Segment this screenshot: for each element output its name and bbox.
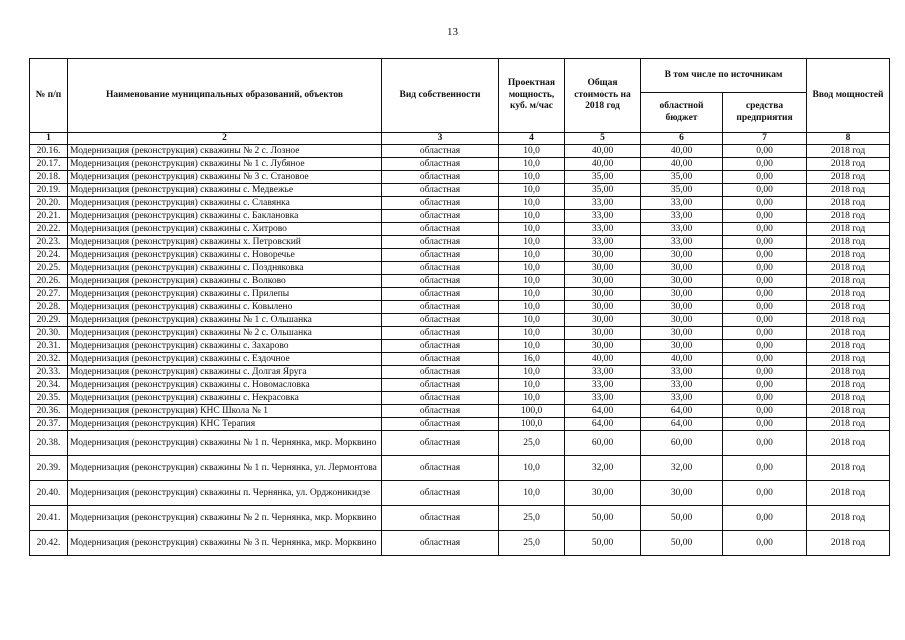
table-row [30, 418, 890, 431]
ownership-cell: областная [382, 275, 499, 288]
table-row [30, 301, 890, 314]
total-cost-cell: 30,00 [565, 275, 641, 288]
enterprise-funds-cell: 0,00 [723, 288, 807, 301]
total-cost-cell: 35,00 [565, 184, 641, 197]
enterprise-funds-cell: 0,00 [723, 340, 807, 353]
row-number-cell: 20.38. [30, 431, 68, 456]
total-cost-cell: 32,00 [565, 456, 641, 481]
enterprise-funds-cell: 0,00 [723, 392, 807, 405]
ownership-cell: областная [382, 327, 499, 340]
header-regional-budget: областной бюджет [641, 93, 723, 133]
header-cost: Общая стоимость на 2018 год [565, 59, 641, 133]
table-row [30, 431, 890, 456]
table-row [30, 288, 890, 301]
object-name-cell: Модернизация (реконструкция) скважины № 1 п. Чернянка, ул. Лермонтова [68, 456, 382, 481]
capacity-cell: 10,0 [499, 481, 565, 506]
table-row [30, 366, 890, 379]
object-name-cell: Модернизация (реконструкция) скважины п. Чернянка, ул. Орджоникидзе [68, 481, 382, 506]
row-number-cell: 20.21. [30, 210, 68, 223]
ownership-cell: областная [382, 197, 499, 210]
object-name-cell: Модернизация (реконструкция) скважины с. Славянка [68, 197, 382, 210]
row-number-cell: 20.27. [30, 288, 68, 301]
ownership-cell: областная [382, 431, 499, 456]
total-cost-cell: 50,00 [565, 506, 641, 531]
commissioning-year-cell: 2018 год [807, 456, 890, 481]
table-row [30, 197, 890, 210]
capacity-cell: 10,0 [499, 340, 565, 353]
ownership-cell: областная [382, 366, 499, 379]
commissioning-year-cell: 2018 год [807, 262, 890, 275]
ownership-cell: областная [382, 301, 499, 314]
total-cost-cell: 30,00 [565, 288, 641, 301]
commissioning-year-cell: 2018 год [807, 314, 890, 327]
ownership-cell: областная [382, 405, 499, 418]
capacity-cell: 16,0 [499, 353, 565, 366]
total-cost-cell: 60,00 [565, 431, 641, 456]
regional-budget-cell: 33,00 [641, 236, 723, 249]
total-cost-cell: 50,00 [565, 531, 641, 556]
enterprise-funds-cell: 0,00 [723, 197, 807, 210]
ownership-cell: областная [382, 288, 499, 301]
total-cost-cell: 30,00 [565, 340, 641, 353]
column-numbers-row [30, 133, 890, 145]
commissioning-year-cell: 2018 год [807, 379, 890, 392]
capacity-cell: 25,0 [499, 431, 565, 456]
table-row [30, 392, 890, 405]
enterprise-funds-cell: 0,00 [723, 327, 807, 340]
table-row [30, 223, 890, 236]
regional-budget-cell: 30,00 [641, 275, 723, 288]
table-row [30, 314, 890, 327]
regional-budget-cell: 32,00 [641, 456, 723, 481]
object-name-cell: Модернизация (реконструкция) скважины № 1 п. Чернянка, мкр. Морквино [68, 431, 382, 456]
table-row [30, 531, 890, 556]
enterprise-funds-cell: 0,00 [723, 210, 807, 223]
enterprise-funds-cell: 0,00 [723, 456, 807, 481]
header-commissioning: Ввод мощностей [807, 59, 890, 133]
enterprise-funds-cell: 0,00 [723, 145, 807, 158]
regional-budget-cell: 30,00 [641, 327, 723, 340]
table-row [30, 275, 890, 288]
table-row [30, 327, 890, 340]
object-name-cell: Модернизация (реконструкция) скважины № 2 с. Ольшанка [68, 327, 382, 340]
enterprise-funds-cell: 0,00 [723, 171, 807, 184]
commissioning-year-cell: 2018 год [807, 223, 890, 236]
column-number: 4 [499, 133, 565, 145]
regional-budget-cell: 33,00 [641, 223, 723, 236]
commissioning-year-cell: 2018 год [807, 392, 890, 405]
object-name-cell: Модернизация (реконструкция) КНС Терапия [68, 418, 382, 431]
commissioning-year-cell: 2018 год [807, 236, 890, 249]
capacity-cell: 100,0 [499, 405, 565, 418]
row-number-cell: 20.24. [30, 249, 68, 262]
capacity-cell: 25,0 [499, 531, 565, 556]
total-cost-cell: 40,00 [565, 145, 641, 158]
capacity-cell: 10,0 [499, 379, 565, 392]
regional-budget-cell: 30,00 [641, 314, 723, 327]
object-name-cell: Модернизация (реконструкция) скважины с. Долгая Яруга [68, 366, 382, 379]
commissioning-year-cell: 2018 год [807, 405, 890, 418]
ownership-cell: областная [382, 340, 499, 353]
enterprise-funds-cell: 0,00 [723, 262, 807, 275]
regional-budget-cell: 30,00 [641, 262, 723, 275]
row-number-cell: 20.39. [30, 456, 68, 481]
object-name-cell: Модернизация (реконструкция) скважины с. Прилепы [68, 288, 382, 301]
object-name-cell: Модернизация (реконструкция) скважины с. Новомасловка [68, 379, 382, 392]
regional-budget-cell: 50,00 [641, 531, 723, 556]
object-name-cell: Модернизация (реконструкция) КНС Школа № 1 [68, 405, 382, 418]
row-number-cell: 20.16. [30, 145, 68, 158]
row-number-cell: 20.34. [30, 379, 68, 392]
commissioning-year-cell: 2018 год [807, 288, 890, 301]
total-cost-cell: 40,00 [565, 353, 641, 366]
total-cost-cell: 64,00 [565, 418, 641, 431]
commissioning-year-cell: 2018 год [807, 158, 890, 171]
object-name-cell: Модернизация (реконструкция) скважины с. Некрасовка [68, 392, 382, 405]
commissioning-year-cell: 2018 год [807, 531, 890, 556]
ownership-cell: областная [382, 184, 499, 197]
column-number: 5 [565, 133, 641, 145]
header-sources: В том числе по источникам [641, 59, 807, 93]
total-cost-cell: 33,00 [565, 392, 641, 405]
capacity-cell: 10,0 [499, 236, 565, 249]
capacity-cell: 25,0 [499, 506, 565, 531]
commissioning-year-cell: 2018 год [807, 340, 890, 353]
ownership-cell: областная [382, 456, 499, 481]
capacity-cell: 10,0 [499, 327, 565, 340]
object-name-cell: Модернизация (реконструкция) скважины с. Ездочное [68, 353, 382, 366]
object-name-cell: Модернизация (реконструкция) скважины № 2 с. Лозное [68, 145, 382, 158]
total-cost-cell: 33,00 [565, 197, 641, 210]
object-name-cell: Модернизация (реконструкция) скважины с. Ковылено [68, 301, 382, 314]
row-number-cell: 20.36. [30, 405, 68, 418]
ownership-cell: областная [382, 158, 499, 171]
table-row [30, 340, 890, 353]
total-cost-cell: 33,00 [565, 236, 641, 249]
row-number-cell: 20.25. [30, 262, 68, 275]
row-number-cell: 20.19. [30, 184, 68, 197]
capacity-cell: 10,0 [499, 456, 565, 481]
row-number-cell: 20.18. [30, 171, 68, 184]
row-number-cell: 20.35. [30, 392, 68, 405]
table-row [30, 405, 890, 418]
ownership-cell: областная [382, 353, 499, 366]
regional-budget-cell: 40,00 [641, 158, 723, 171]
enterprise-funds-cell: 0,00 [723, 531, 807, 556]
capacity-cell: 10,0 [499, 366, 565, 379]
ownership-cell: областная [382, 236, 499, 249]
ownership-cell: областная [382, 506, 499, 531]
column-number: 7 [723, 133, 807, 145]
total-cost-cell: 33,00 [565, 210, 641, 223]
regional-budget-cell: 33,00 [641, 210, 723, 223]
table-row [30, 145, 890, 158]
capacity-cell: 10,0 [499, 210, 565, 223]
commissioning-year-cell: 2018 год [807, 249, 890, 262]
ownership-cell: областная [382, 145, 499, 158]
capacity-cell: 10,0 [499, 145, 565, 158]
enterprise-funds-cell: 0,00 [723, 223, 807, 236]
total-cost-cell: 30,00 [565, 314, 641, 327]
capacity-cell: 10,0 [499, 314, 565, 327]
table-row [30, 210, 890, 223]
regional-budget-cell: 35,00 [641, 171, 723, 184]
table-row [30, 506, 890, 531]
capacity-cell: 10,0 [499, 262, 565, 275]
row-number-cell: 20.22. [30, 223, 68, 236]
row-number-cell: 20.31. [30, 340, 68, 353]
total-cost-cell: 40,00 [565, 158, 641, 171]
table-row [30, 456, 890, 481]
column-number: 6 [641, 133, 723, 145]
enterprise-funds-cell: 0,00 [723, 158, 807, 171]
commissioning-year-cell: 2018 год [807, 418, 890, 431]
table-row [30, 262, 890, 275]
object-name-cell: Модернизация (реконструкция) скважины с. Поздняковка [68, 262, 382, 275]
commissioning-year-cell: 2018 год [807, 506, 890, 531]
capacity-cell: 10,0 [499, 288, 565, 301]
regional-budget-cell: 33,00 [641, 366, 723, 379]
commissioning-year-cell: 2018 год [807, 301, 890, 314]
capacity-cell: 10,0 [499, 275, 565, 288]
capacity-cell: 10,0 [499, 249, 565, 262]
column-number: 3 [382, 133, 499, 145]
enterprise-funds-cell: 0,00 [723, 379, 807, 392]
object-name-cell: Модернизация (реконструкция) скважины № 1 с. Ольшанка [68, 314, 382, 327]
table-row [30, 236, 890, 249]
ownership-cell: областная [382, 249, 499, 262]
regional-budget-cell: 35,00 [641, 184, 723, 197]
enterprise-funds-cell: 0,00 [723, 314, 807, 327]
total-cost-cell: 30,00 [565, 262, 641, 275]
ownership-cell: областная [382, 392, 499, 405]
table-row [30, 184, 890, 197]
commissioning-year-cell: 2018 год [807, 197, 890, 210]
regional-budget-cell: 64,00 [641, 405, 723, 418]
row-number-cell: 20.17. [30, 158, 68, 171]
capacity-cell: 10,0 [499, 184, 565, 197]
object-name-cell: Модернизация (реконструкция) скважины с. Хитрово [68, 223, 382, 236]
commissioning-year-cell: 2018 год [807, 184, 890, 197]
object-name-cell: Модернизация (реконструкция) скважины с. Новоречье [68, 249, 382, 262]
object-name-cell: Модернизация (реконструкция) скважины № 3 с. Становое [68, 171, 382, 184]
table-body [30, 145, 890, 556]
regional-budget-cell: 30,00 [641, 249, 723, 262]
regional-budget-cell: 40,00 [641, 353, 723, 366]
regional-budget-cell: 33,00 [641, 392, 723, 405]
total-cost-cell: 33,00 [565, 223, 641, 236]
header-capacity: Проектная мощность, куб. м/час [499, 59, 565, 133]
commissioning-year-cell: 2018 год [807, 431, 890, 456]
column-number: 8 [807, 133, 890, 145]
object-name-cell: Модернизация (реконструкция) скважины с. Баклановка [68, 210, 382, 223]
capacity-cell: 10,0 [499, 392, 565, 405]
regional-budget-cell: 30,00 [641, 288, 723, 301]
regional-budget-cell: 33,00 [641, 379, 723, 392]
table-row [30, 158, 890, 171]
enterprise-funds-cell: 0,00 [723, 275, 807, 288]
object-name-cell: Модернизация (реконструкция) скважины № 3 п. Чернянка, мкр. Морквино [68, 531, 382, 556]
enterprise-funds-cell: 0,00 [723, 366, 807, 379]
commissioning-year-cell: 2018 год [807, 275, 890, 288]
enterprise-funds-cell: 0,00 [723, 353, 807, 366]
commissioning-year-cell: 2018 год [807, 353, 890, 366]
page-number: 13 [447, 26, 458, 38]
commissioning-year-cell: 2018 год [807, 171, 890, 184]
object-name-cell: Модернизация (реконструкция) скважины с. Захарово [68, 340, 382, 353]
capacity-cell: 100,0 [499, 418, 565, 431]
enterprise-funds-cell: 0,00 [723, 301, 807, 314]
total-cost-cell: 35,00 [565, 171, 641, 184]
capacity-cell: 10,0 [499, 158, 565, 171]
total-cost-cell: 30,00 [565, 249, 641, 262]
ownership-cell: областная [382, 223, 499, 236]
regional-budget-cell: 64,00 [641, 418, 723, 431]
capacity-cell: 10,0 [499, 197, 565, 210]
row-number-cell: 20.23. [30, 236, 68, 249]
enterprise-funds-cell: 0,00 [723, 184, 807, 197]
object-name-cell: Модернизация (реконструкция) скважины № 1 с. Лубяное [68, 158, 382, 171]
total-cost-cell: 30,00 [565, 481, 641, 506]
row-number-cell: 20.26. [30, 275, 68, 288]
regional-budget-cell: 60,00 [641, 431, 723, 456]
ownership-cell: областная [382, 531, 499, 556]
capacity-cell: 10,0 [499, 301, 565, 314]
object-name-cell: Модернизация (реконструкция) скважины с. Волково [68, 275, 382, 288]
header-num: № п/п [30, 59, 68, 133]
ownership-cell: областная [382, 379, 499, 392]
objects-table [29, 58, 890, 556]
total-cost-cell: 33,00 [565, 379, 641, 392]
table-row [30, 249, 890, 262]
commissioning-year-cell: 2018 год [807, 145, 890, 158]
object-name-cell: Модернизация (реконструкция) скважины х. Петровский [68, 236, 382, 249]
row-number-cell: 20.29. [30, 314, 68, 327]
ownership-cell: областная [382, 314, 499, 327]
total-cost-cell: 33,00 [565, 366, 641, 379]
row-number-cell: 20.40. [30, 481, 68, 506]
commissioning-year-cell: 2018 год [807, 327, 890, 340]
regional-budget-cell: 40,00 [641, 145, 723, 158]
ownership-cell: областная [382, 210, 499, 223]
object-name-cell: Модернизация (реконструкция) скважины с. Медвежье [68, 184, 382, 197]
capacity-cell: 10,0 [499, 171, 565, 184]
table-row [30, 171, 890, 184]
enterprise-funds-cell: 0,00 [723, 405, 807, 418]
row-number-cell: 20.37. [30, 418, 68, 431]
header-ownership: Вид собственности [382, 59, 499, 133]
row-number-cell: 20.28. [30, 301, 68, 314]
enterprise-funds-cell: 0,00 [723, 481, 807, 506]
capacity-cell: 10,0 [499, 223, 565, 236]
row-number-cell: 20.32. [30, 353, 68, 366]
enterprise-funds-cell: 0,00 [723, 249, 807, 262]
total-cost-cell: 30,00 [565, 327, 641, 340]
table-row [30, 379, 890, 392]
regional-budget-cell: 30,00 [641, 301, 723, 314]
total-cost-cell: 30,00 [565, 301, 641, 314]
commissioning-year-cell: 2018 год [807, 481, 890, 506]
row-number-cell: 20.30. [30, 327, 68, 340]
header-enterprise-funds: средства предприятия [723, 93, 807, 133]
regional-budget-cell: 30,00 [641, 340, 723, 353]
regional-budget-cell: 50,00 [641, 506, 723, 531]
ownership-cell: областная [382, 262, 499, 275]
enterprise-funds-cell: 0,00 [723, 506, 807, 531]
table-row [30, 353, 890, 366]
regional-budget-cell: 30,00 [641, 481, 723, 506]
ownership-cell: областная [382, 418, 499, 431]
enterprise-funds-cell: 0,00 [723, 418, 807, 431]
ownership-cell: областная [382, 481, 499, 506]
row-number-cell: 20.20. [30, 197, 68, 210]
header-name: Наименование муниципальных образований, объектов [68, 59, 382, 133]
table-row [30, 481, 890, 506]
regional-budget-cell: 33,00 [641, 197, 723, 210]
row-number-cell: 20.33. [30, 366, 68, 379]
total-cost-cell: 64,00 [565, 405, 641, 418]
object-name-cell: Модернизация (реконструкция) скважины № 2 п. Чернянка, мкр. Морквино [68, 506, 382, 531]
enterprise-funds-cell: 0,00 [723, 431, 807, 456]
column-number: 1 [30, 133, 68, 145]
row-number-cell: 20.42. [30, 531, 68, 556]
commissioning-year-cell: 2018 год [807, 210, 890, 223]
enterprise-funds-cell: 0,00 [723, 236, 807, 249]
commissioning-year-cell: 2018 год [807, 366, 890, 379]
column-number: 2 [68, 133, 382, 145]
ownership-cell: областная [382, 171, 499, 184]
row-number-cell: 20.41. [30, 506, 68, 531]
